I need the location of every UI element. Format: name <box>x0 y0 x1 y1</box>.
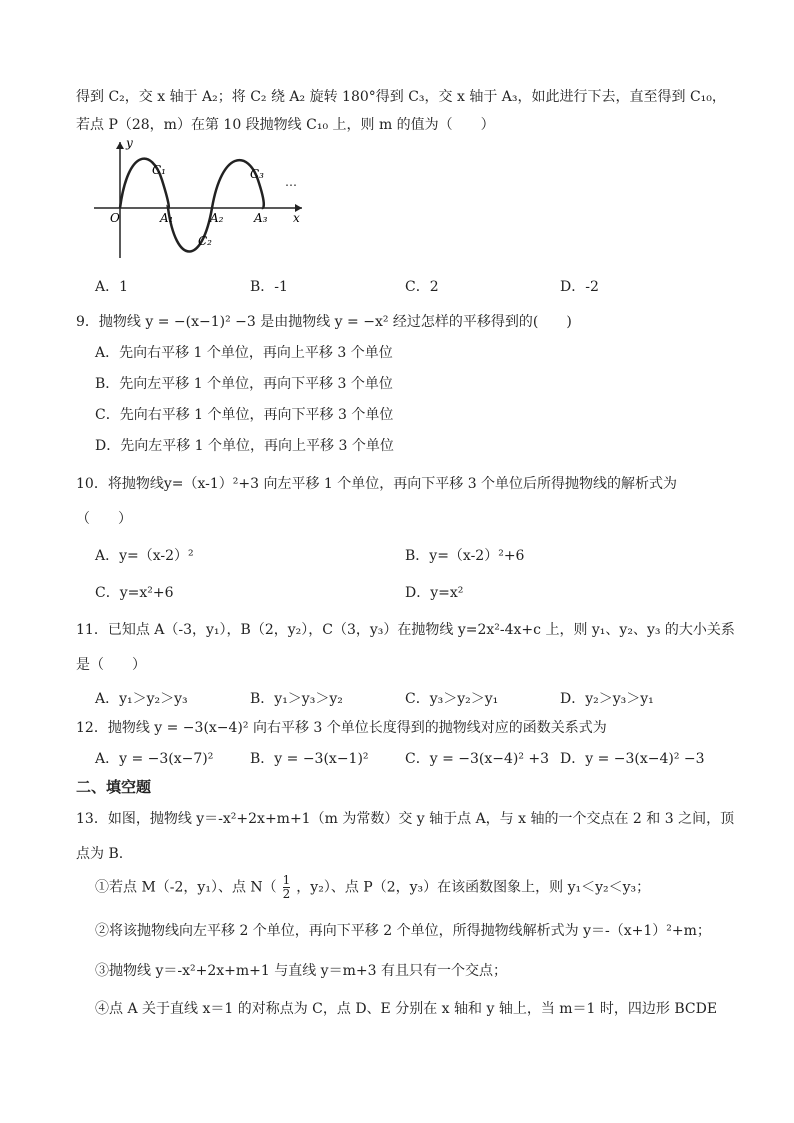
q8-option-d: D．-2 <box>560 279 599 295</box>
q11-option-a: A．y₁＞y₂＞y₃ <box>95 691 188 707</box>
section-heading: 二、填空题 <box>76 778 152 796</box>
q12-option-c: C．y = −3(x−4)² +3 <box>405 751 550 767</box>
q12-option-a: A．y = −3(x−7)² <box>95 751 214 767</box>
q9-option-a: A．先向右平移 1 个单位，再向上平移 3 个单位 <box>95 345 393 361</box>
fig-dots: … <box>285 175 297 189</box>
q11-option-d: D．y₂＞y₃＞y₁ <box>560 691 654 707</box>
q8-option-b: B．-1 <box>250 279 288 295</box>
q10-option-c: C．y=x²+6 <box>95 585 174 601</box>
q13-item1-part-b: ，y₂）、点 P（2，y₃）在该函数图象上，则 y₁＜y₂＜y₃； <box>296 879 651 896</box>
q13-item1-part-a: ①若点 M（-2，y₁）、点 N（ <box>95 879 277 896</box>
q10-stem: 10．将抛物线y=（x-1）²+3 向左平移 1 个单位，再向下平移 3 个单位后所得抛物线的解析式为 <box>76 476 678 492</box>
fig-a3-label: A₃ <box>254 211 268 225</box>
fig-c1-label: C₁ <box>152 163 166 177</box>
fig-a2-label: A₂ <box>210 211 224 225</box>
q11-stem2: 是（ ） <box>76 657 146 673</box>
q10-option-a: A．y=（x-2）² <box>95 548 194 564</box>
parabola-curve <box>120 159 264 252</box>
q13-item3: ③抛物线 y＝-x²+2x+m+1 与直线 y＝m+3 有且只有一个交点； <box>95 963 507 979</box>
fig-a1-label: A₁ <box>160 211 174 225</box>
q9-option-d: D．先向左平移 1 个单位，再向上平移 3 个单位 <box>95 438 394 454</box>
fig-origin-label: O <box>110 211 120 225</box>
q8-line2: 若点 P（28，m）在第 10 段抛物线 C₁₀ 上，则 m 的值为（ ） <box>76 117 495 133</box>
fig-c2-label: C₂ <box>198 234 212 248</box>
fig-c3-label: C₃ <box>250 167 264 181</box>
q12-option-d: D．y = −3(x−4)² −3 <box>560 751 705 767</box>
q8-line1: 得到 C₂，交 x 轴于 A₂；将 C₂ 绕 A₂ 旋转 180°得到 C₃，交 x 轴于 A₃，如此进行下去，直至得到 C₁₀， <box>76 89 726 105</box>
q10-stem2: （ ） <box>76 511 132 527</box>
q13-line2: 点为 B. <box>76 846 124 862</box>
q10-option-d: D．y=x² <box>405 585 464 601</box>
q9-option-b: B．先向左平移 1 个单位，再向下平移 3 个单位 <box>95 376 393 392</box>
q13-item2: ②将该抛物线向左平移 2 个单位，再向下平移 2 个单位，所得抛物线解析式为 y＝-（x+1）²+m； <box>95 923 711 939</box>
q10-option-b: B．y=（x-2）²+6 <box>405 548 525 564</box>
q8-option-c: C．2 <box>405 279 439 295</box>
q11-stem: 11．已知点 A（-3，y₁），B（2，y₂），C（3，y₃）在抛物线 y=2x²-4x+c 上，则 y₁、y₂、y₃ 的大小关系 <box>76 622 735 638</box>
q11-option-b: B．y₁＞y₃＞y₂ <box>250 691 343 707</box>
q9-stem: 9．抛物线 y = −(x−1)² −3 是由抛物线 y = −x² 经过怎样的平移得到的( ) <box>76 314 572 330</box>
fraction-numerator: 1 <box>282 873 291 887</box>
q8-option-a: A．1 <box>95 279 129 295</box>
q11-option-c: C．y₃＞y₂＞y₁ <box>405 691 499 707</box>
q13-item4: ④点 A 关于直线 x＝1 的对称点为 C，点 D、E 分别在 x 轴和 y 轴上，当 m＝1 时，四边形 BCDE <box>95 1001 718 1017</box>
fraction-one-half <box>283 874 291 901</box>
q13-line1: 13．如图，抛物线 y＝-x²+2x+m+1（m 为常数）交 y 轴于点 A，与 x 轴的一个交点在 2 和 3 之间，顶 <box>76 811 735 827</box>
fraction-denominator: 2 <box>282 887 291 901</box>
fig-y-label: y <box>126 138 133 150</box>
q8-figure <box>90 138 310 263</box>
q13-item1 <box>95 874 650 901</box>
q9-option-c: C．先向右平移 1 个单位，再向下平移 3 个单位 <box>95 407 394 423</box>
fig-x-label: x <box>293 211 300 225</box>
q12-stem: 12．抛物线 y = −3(x−4)² 向右平移 3 个单位长度得到的抛物线对应的函数关系式为 <box>76 720 607 736</box>
q12-option-b: B．y = −3(x−1)² <box>250 751 369 767</box>
